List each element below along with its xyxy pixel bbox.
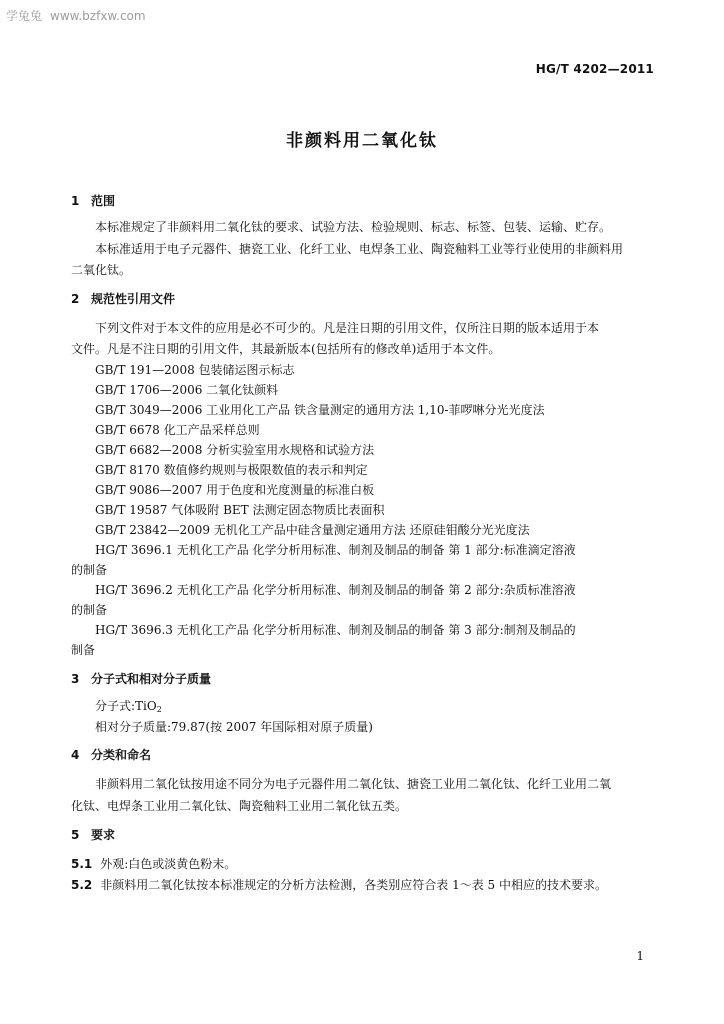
formula-subscript: 2	[156, 705, 162, 714]
section-title: 规范性引用文件	[91, 292, 176, 306]
reference-item: GB/T 1706—2006 二氧化钛颜料	[95, 383, 279, 397]
paragraph-continuation: 文件。凡是不注日期的引用文件，其最新版本(包括所有的修改单)适用于本文件。	[71, 342, 501, 356]
reference-item: GB/T 23842—2009 无机化工产品中硅含量测定通用方法 还原硅钼酸分光光度法	[95, 523, 530, 537]
molecular-formula	[95, 697, 162, 714]
section-number: 4	[71, 748, 80, 762]
molecular-mass: 相对分子质量:79.87(按 2007 年国际相对原子质量)	[95, 720, 373, 734]
page-number: 1	[636, 949, 644, 963]
watermark-brand: 学兔兔	[6, 9, 43, 23]
clause-5-1	[71, 855, 236, 872]
reference-item-continuation: 的制备	[71, 603, 108, 617]
formula-value: TiO	[135, 699, 157, 713]
reference-item: GB/T 6682—2008 分析实验室用水规格和试验方法	[95, 443, 375, 457]
paragraph: 非颜料用二氧化钛按用途不同分为电子元器件用二氧化钛、搪瓷工业用二氧化钛、化纤工业用二氧	[95, 777, 612, 791]
section-title: 范围	[91, 194, 116, 208]
paragraph: 本标准规定了非颜料用二氧化钛的要求、试验方法、检验规则、标志、标签、包装、运输、贮存。	[95, 220, 612, 234]
paragraph: 本标准适用于电子元器件、搪瓷工业、化纤工业、电焊条工业、陶瓷釉料工业等行业使用的非颜料用	[95, 242, 624, 256]
paragraph-continuation: 二氧化钛。	[71, 263, 132, 277]
section-2-heading	[71, 290, 175, 307]
section-title: 要求	[91, 828, 116, 842]
section-4-heading	[71, 746, 151, 763]
paragraph-continuation: 化钛、电焊条工业用二氧化钛、陶瓷釉料工业用二氧化钛五类。	[71, 799, 408, 813]
section-title: 分类和命名	[91, 748, 152, 762]
reference-item-continuation: 制备	[71, 643, 96, 657]
section-1-heading	[71, 192, 115, 209]
clause-text: 非颜料用二氧化钛按本标准规定的分析方法检测，各类别应符合表 1～表 5 中相应的技术要求。	[100, 878, 607, 892]
clause-number: 5.1	[71, 857, 93, 871]
reference-item: GB/T 3049—2006 工业用化工产品 铁含量测定的通用方法 1,10-菲啰啉分光光度法	[95, 403, 545, 417]
section-number: 2	[71, 292, 80, 306]
section-title: 分子式和相对分子质量	[91, 672, 212, 686]
reference-item: GB/T 191—2008 包装储运图示标志	[95, 363, 295, 377]
section-3-heading	[71, 670, 211, 687]
reference-item: HG/T 3696.1 无机化工产品 化学分析用标准、制剂及制品的制备 第 1 部分:标准滴定溶液	[95, 543, 576, 557]
clause-text: 外观:白色或淡黄色粉末。	[100, 857, 237, 871]
reference-item: GB/T 6678 化工产品采样总则	[95, 423, 260, 437]
watermark-site: www.bzfxw.com	[50, 9, 146, 23]
clause-5-2	[71, 876, 607, 893]
clause-number: 5.2	[71, 878, 93, 892]
document-number: HG/T 4202—2011	[535, 62, 654, 76]
reference-item: HG/T 3696.3 无机化工产品 化学分析用标准、制剂及制品的制备 第 3 部分:制剂及制品的	[95, 623, 576, 637]
watermark	[6, 7, 146, 24]
section-5-heading	[71, 826, 115, 843]
reference-item: GB/T 8170 数值修约规则与极限数值的表示和判定	[95, 463, 368, 477]
formula-label: 分子式:	[95, 699, 136, 713]
document-title: 非颜料用二氧化钛	[286, 131, 438, 151]
section-number: 1	[71, 194, 80, 208]
reference-item-continuation: 的制备	[71, 563, 108, 577]
reference-item: GB/T 19587 气体吸附 BET 法测定固态物质比表面积	[95, 503, 385, 517]
section-number: 5	[71, 828, 80, 842]
reference-item: HG/T 3696.2 无机化工产品 化学分析用标准、制剂及制品的制备 第 2 部分:杂质标准溶液	[95, 583, 576, 597]
reference-item: GB/T 9086—2007 用于色度和光度测量的标准白板	[95, 483, 375, 497]
section-number: 3	[71, 672, 80, 686]
paragraph: 下列文件对于本文件的应用是必不可少的。凡是注日期的引用文件，仅所注日期的版本适用于本	[95, 321, 600, 335]
